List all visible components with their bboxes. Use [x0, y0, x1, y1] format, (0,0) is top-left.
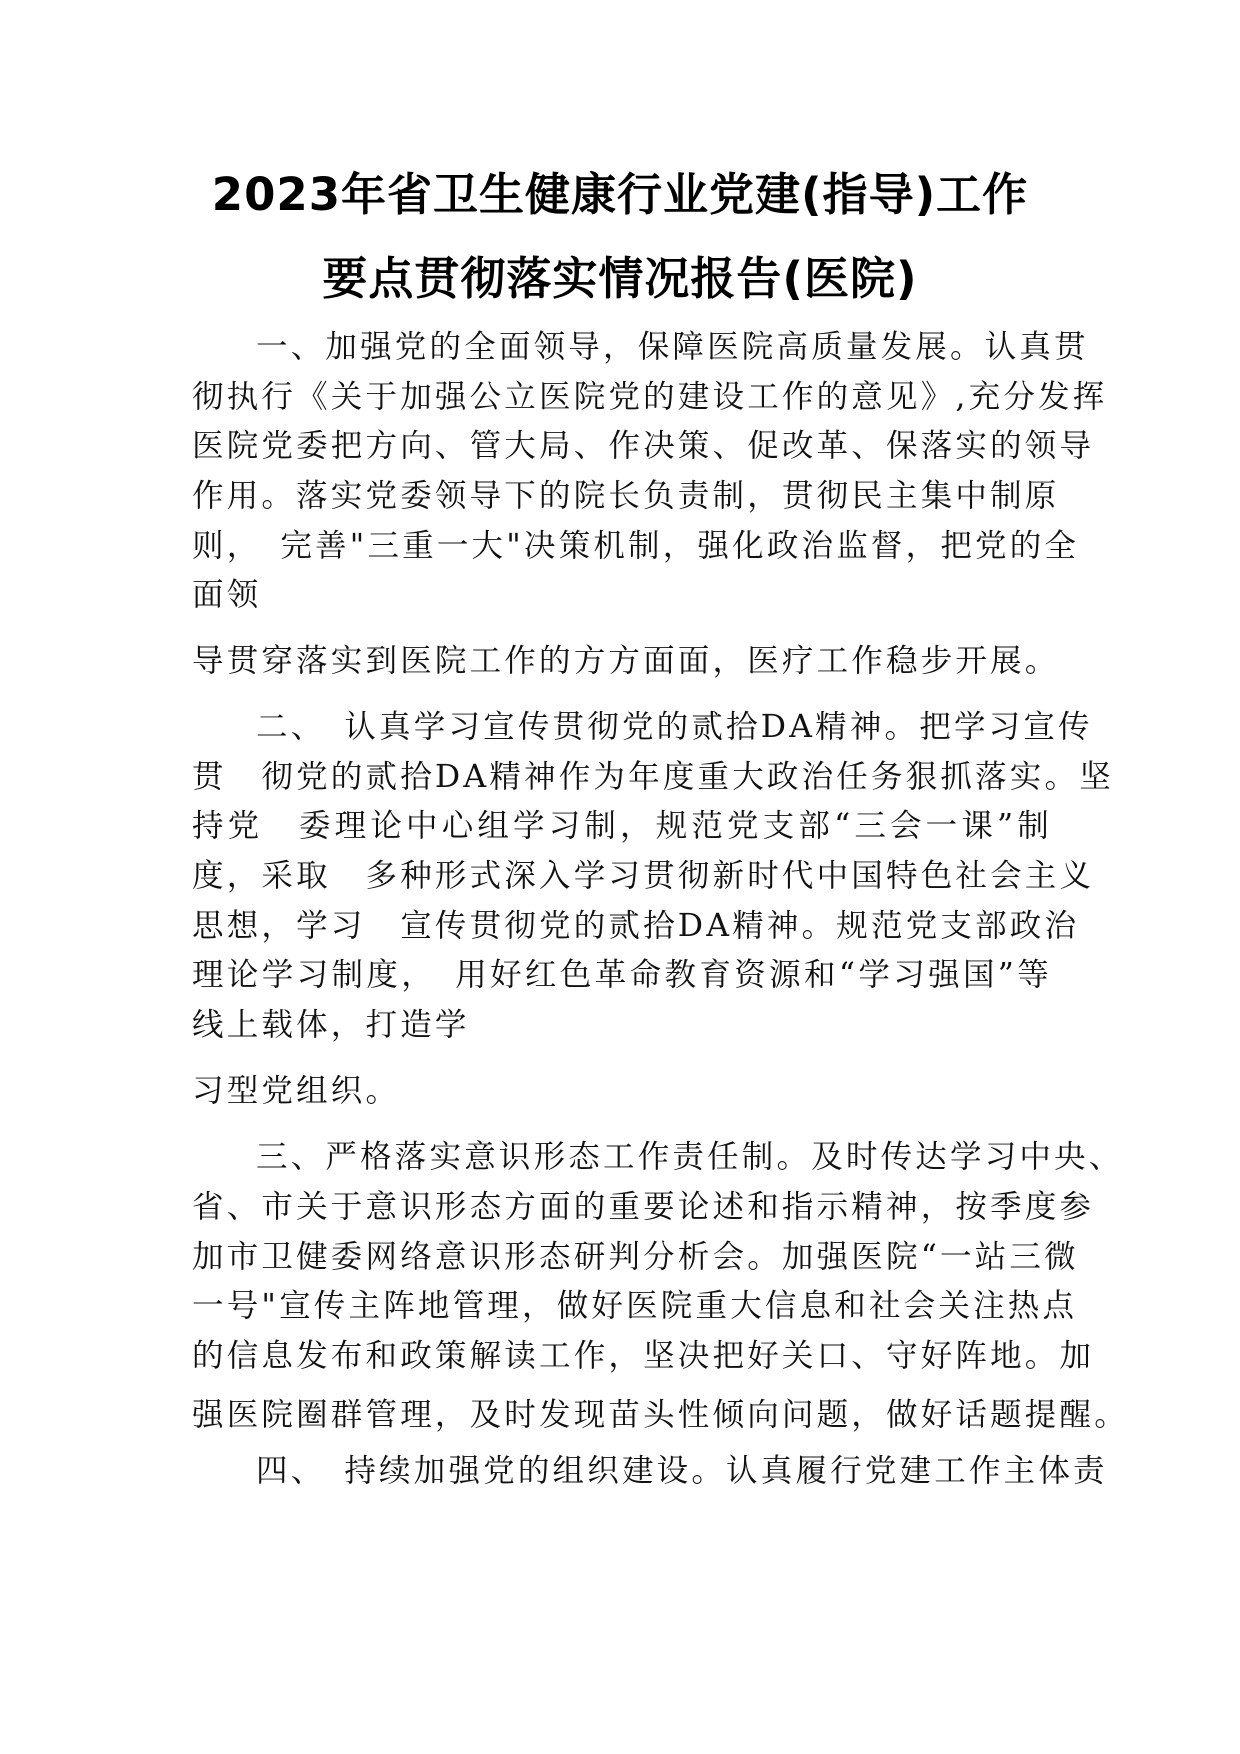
body-line: 四、 持续加强党的组织建设。认真履行党建工作主体责 — [256, 1453, 1108, 1489]
body-line: 作用。落实党委领导下的院长负责制，贯彻民主集中制原 — [192, 478, 1060, 514]
body-line: 线上载体，打造学 — [192, 1007, 470, 1043]
body-line: 强医院圈群管理，及时发现苗头性倾向问题，做好话题提醒。 — [192, 1397, 1129, 1433]
body-line: 习型党组织。 — [192, 1073, 401, 1109]
body-line: 三、严格落实意识形态工作责任制。及时传达学习中央、 — [256, 1139, 1124, 1175]
body-line: 理论学习制度， 用好红色革命教育资源和“学习强国”等 — [192, 957, 1052, 993]
body-line: 二、 认真学习宣传贯彻党的贰拾DA精神。把学习宣传 — [256, 709, 1093, 745]
body-line: 则， 完善"三重一大"决策机制，强化政治监督，把党的全 — [192, 528, 1080, 564]
body-line: 一、加强党的全面领导，保障医院高质量发展。认真贯 — [256, 329, 1089, 365]
document-title-line-1: 2023年省卫生健康行业党建(指导)工作 — [211, 168, 1029, 221]
body-line: 导贯穿落实到医院工作的方方面面，医疗工作稳步开展。 — [192, 643, 1060, 679]
body-line: 省、市关于意识形态方面的重要论述和指示精神，按季度参 — [192, 1189, 1095, 1225]
body-line: 彻执行《关于加强公立医院党的建设工作的意见》,充分发挥 — [192, 379, 1108, 415]
body-line: 思想，学习 宣传贯彻党的贰拾DA精神。规范党支部政治 — [192, 908, 1080, 944]
body-line: 贯 彻党的贰拾DA精神作为年度重大政治任务狠抓落实。坚 — [192, 759, 1114, 795]
body-line: 持党 委理论中心组学习制，规范党支部“三会一课”制 — [192, 808, 1052, 844]
body-line: 医院党委把方向、管大局、作决策、促改革、保落实的领导 — [192, 428, 1095, 464]
body-line: 面领 — [192, 577, 262, 613]
body-line: 加市卫健委网络意识形态研判分析会。加强医院“一站三微 — [192, 1239, 1079, 1275]
body-line: 一号"宣传主阵地管理，做好医院重大信息和社会关注热点 — [192, 1288, 1078, 1324]
body-line: 的信息发布和政策解读工作，坚决把好关口、守好阵地。加 — [192, 1338, 1095, 1374]
document-title-line-2: 要点贯彻落实情况报告(医院) — [322, 252, 918, 305]
body-line: 度，采取 多种形式深入学习贯彻新时代中国特色社会主义 — [192, 858, 1095, 894]
